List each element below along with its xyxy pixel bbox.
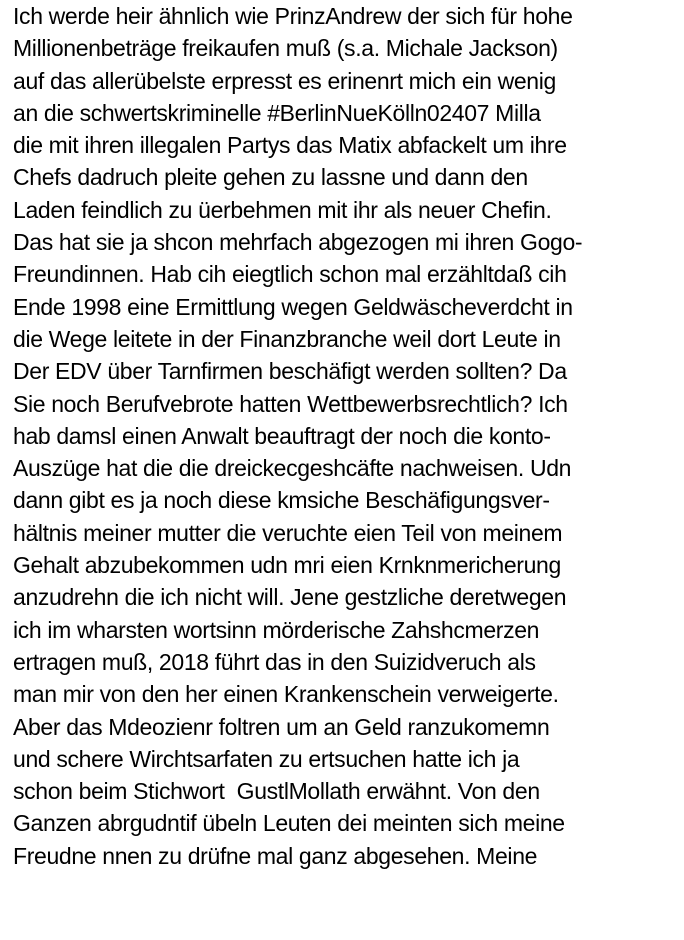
text-line: Das hat sie ja shcon mehrfach abgezogen mi ihren Gogo-	[13, 229, 583, 256]
text-line: Freundinnen. Hab cih eiegtlich schon mal erzähltdaß cih	[13, 261, 567, 288]
body-text	[13, 0, 681, 872]
text-line: Ende 1998 eine Ermittlung wegen Geldwäscheverdcht in	[13, 293, 573, 320]
text-line: hab damsl einen Anwalt beauftragt der noch die konto-	[13, 422, 551, 449]
text-line: und schere Wirchtsarfaten zu ertsuchen hatte ich ja	[13, 745, 520, 772]
text-line: Freudne nnen zu drüfne mal ganz abgesehen. Meine	[13, 842, 538, 869]
text-line: Millionenbeträge freikaufen muß (s.a. Michale Jackson)	[13, 35, 558, 62]
text-line: Gehalt abzubekommen udn mri eien Krnknmericherung	[13, 552, 561, 579]
text-line: die Wege leitete in der Finanzbranche weil dort Leute in	[13, 325, 561, 352]
text-line: Aber das Mdeozienr foltren um an Geld ranzukomemn	[13, 713, 550, 740]
text-line: an die schwertskriminelle #BerlinNueKölln02407 Milla	[13, 99, 541, 126]
text-line: Ich werde heir ähnlich wie PrinzAndrew der sich für hohe	[13, 3, 573, 29]
text-line: hältnis meiner mutter die veruchte eien Teil von meinem	[13, 519, 563, 546]
text-line: dann gibt es ja noch diese kmsiche Beschäfigungsver-	[13, 487, 550, 514]
text-line: ertragen muß, 2018 führt das in den Suizidveruch als	[13, 648, 536, 675]
text-line: anzudrehn die ich nicht will. Jene gestzliche deretwegen	[13, 584, 567, 611]
text-line: ich im wharsten wortsinn mörderische Zahshcmerzen	[13, 616, 540, 643]
text-line: Sie noch Berufvebrote hatten Wettbewerbsrechtlich? Ich	[13, 390, 568, 417]
text-line: auf das allerübelste erpresst es erinenrt mich ein wenig	[13, 67, 556, 94]
text-line: Der EDV über Tarnfirmen beschäfigt werden sollten? Da	[13, 358, 567, 385]
text-line: die mit ihren illegalen Partys das Matix abfackelt um ihre	[13, 132, 567, 159]
text-line: schon beim Stichwort GustlMollath erwähnt. Von den	[13, 778, 540, 805]
text-line: Ganzen abrgudntif übeln Leuten dei meinten sich meine	[13, 810, 565, 837]
text-line: Chefs dadruch pleite gehen zu lassne und dann den	[13, 164, 528, 191]
text-line: Auszüge hat die die dreickecgeshcäfte nachweisen. Udn	[13, 455, 572, 482]
text-line: man mir von den her einen Krankenschein verweigerte.	[13, 681, 559, 708]
text-line: Laden feindlich zu üerbehmen mit ihr als neuer Chefin.	[13, 196, 552, 223]
